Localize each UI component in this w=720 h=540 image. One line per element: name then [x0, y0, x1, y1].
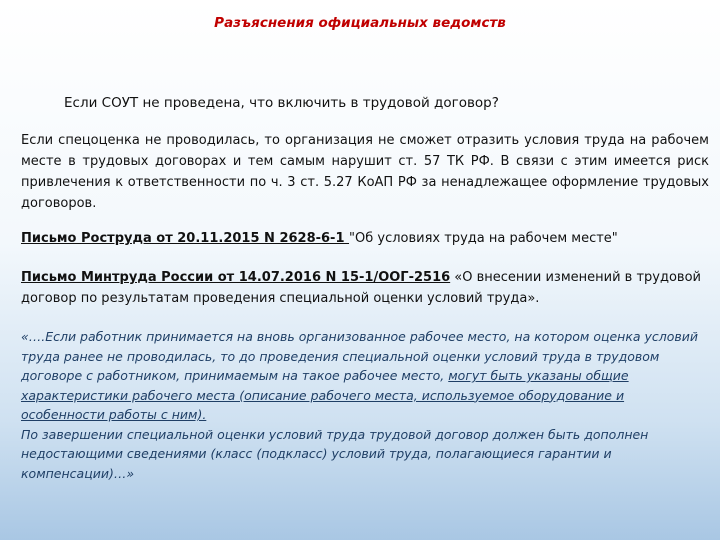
quote-text: По завершении специальной оценки условий труда трудовой договор должен быть дополнен недостающими сведениями (класс (подкласс) условий труда, полагающиеся гарантии и компенсации)…»: [21, 426, 649, 481]
quote-underlined-text: могут быть указаны общие характеристики рабочего места (описание рабочего места, используемое оборудование и особенности работы с ним).: [21, 368, 629, 422]
question-heading: Если СОУТ не проведена, что включить в трудовой договор?: [64, 95, 499, 111]
letter-subject: «О внесении изменений в трудовой договор по результатам проведения специальной оценки условий труда».: [21, 270, 701, 306]
explanation-paragraph: Если спецоценка не проводилась, то организация не сможет отразить условия труда на рабочем месте в трудовых договорах и тем самым нарушит ст. 57 ТК РФ. В связи с этим имеется риск привлечения к ответственности по ч. 3 ст. 5.27 КоАП РФ за ненадлежащее оформление трудовых договоров.: [21, 133, 709, 211]
quote-text: «….Если работник принимается на вновь организованное рабочее место, на котором оценка условий труда ранее не проводилась, то до проведения специальной оценки условий труда в трудовом договоре с работником, принимаемым на такое рабочее место,: [21, 329, 699, 383]
letter-reference: Письмо Роструда от 20.11.2015 N 2628-6-1: [21, 231, 350, 246]
quote-block: [21, 327, 711, 483]
letter-mintrud: [21, 267, 709, 309]
letter-subject: "Об условиях труда на рабочем месте": [349, 231, 618, 246]
slide-title: Разъяснения официальных ведомств: [214, 15, 506, 31]
letter-reference: Письмо Минтруда России от 14.07.2016 N 15-1/ООГ-2516: [21, 270, 451, 285]
letter-rostrud: [21, 228, 709, 249]
